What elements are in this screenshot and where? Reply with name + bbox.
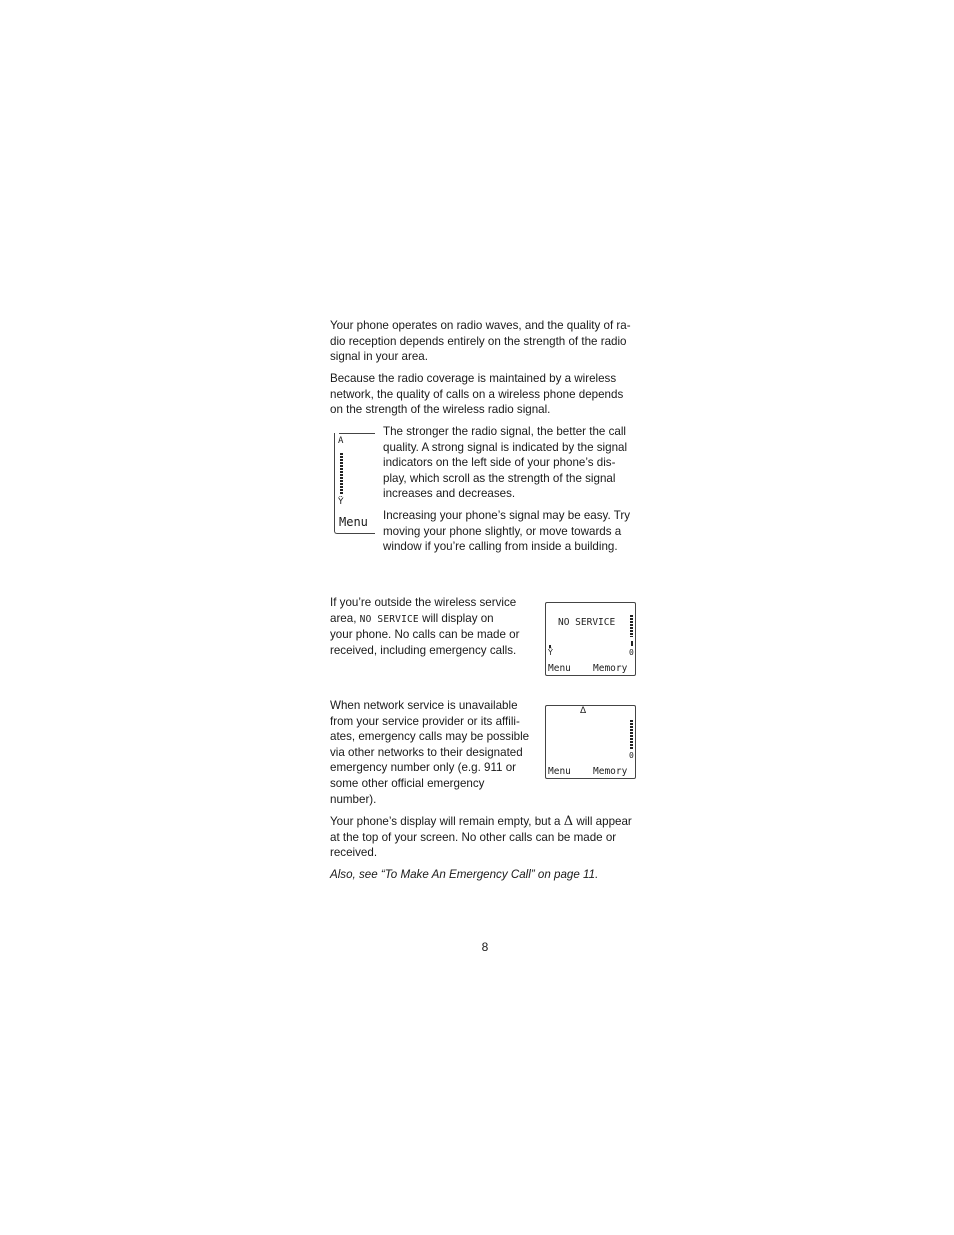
memory-softkey-label: Memory xyxy=(593,663,628,674)
text-fragment: will display on xyxy=(418,611,494,625)
signal-bars-icon xyxy=(340,453,343,495)
text-line: When network service is unavailable xyxy=(330,699,518,712)
text-line: signal in your area. xyxy=(330,350,428,364)
emergency-display xyxy=(545,705,636,779)
text-line: on the strength of the wireless radio signal. xyxy=(330,403,551,417)
text-line xyxy=(330,611,535,628)
text-line: The stronger the radio signal, the better the call xyxy=(383,425,626,438)
text-line: at the top of your screen. No other calls can be made or xyxy=(330,830,617,844)
text-line: from your service provider or its affili- xyxy=(330,714,520,728)
text-line: Your phone operates on radio waves, and the quality of ra- xyxy=(330,319,631,332)
text-line: some other official emergency xyxy=(330,776,485,790)
text-line: received. xyxy=(330,846,378,860)
paragraph-network-unavailable xyxy=(330,698,540,807)
text-line xyxy=(330,814,638,830)
paragraph-radio-waves xyxy=(330,318,638,365)
delta-symbol: Δ xyxy=(563,814,574,829)
no-service-display xyxy=(545,602,636,676)
display-top-char: A xyxy=(338,436,344,446)
text-fragment: will appear xyxy=(573,815,632,828)
text-line: emergency number only (e.g. 911 or xyxy=(330,761,517,775)
text-line: Because the radio coverage is maintained by a wireless xyxy=(330,372,617,385)
battery-bar-icon xyxy=(631,641,633,646)
display-top-rule xyxy=(339,433,375,434)
paragraph-increase-signal xyxy=(383,508,643,555)
paragraph-radio-coverage xyxy=(330,371,638,418)
text-line: network, the quality of calls on a wireless phone depends xyxy=(330,387,624,401)
paragraph-display-empty xyxy=(330,814,638,861)
text-line: increases and decreases. xyxy=(383,487,516,501)
text-line: via other networks to their designated xyxy=(330,745,523,759)
delta-icon: Δ xyxy=(580,706,587,716)
memory-softkey-label: Memory xyxy=(593,766,628,777)
menu-softkey-label: Menu xyxy=(548,663,571,674)
text-line: play, which scroll as the strength of the signal xyxy=(383,471,616,485)
menu-softkey-label: Menu xyxy=(339,515,368,529)
page-number: 8 xyxy=(481,940,489,954)
text-line: Increasing your phone’s signal may be easy. Try xyxy=(383,509,631,522)
menu-softkey-label: Menu xyxy=(548,766,571,777)
signal-bars-icon xyxy=(630,720,633,750)
no-service-inline-code: NO SERVICE xyxy=(359,613,419,625)
antenna-icon: Ÿ xyxy=(548,648,553,657)
text-line: dio reception depends entirely on the strength of the radio xyxy=(330,334,627,348)
text-fragment: area, xyxy=(330,611,360,625)
text-line: received, including emergency calls. xyxy=(330,643,517,657)
text-line: quality. A strong signal is indicated by the signal xyxy=(383,440,628,454)
signal-bars-icon xyxy=(630,615,633,637)
text-fragment: Your phone’s display will remain empty, but a xyxy=(330,815,564,828)
text-line: number). xyxy=(330,792,377,806)
paragraph-stronger-signal xyxy=(383,424,643,502)
battery-label: 0 xyxy=(629,648,634,657)
text-line: window if you’re calling from inside a building. xyxy=(383,540,618,554)
text-line: If you’re outside the wireless service xyxy=(330,596,517,609)
text-line: indicators on the left side of your phone’s dis- xyxy=(383,456,616,470)
antenna-icon: Ÿ xyxy=(338,497,344,507)
text-line: your phone. No calls can be made or xyxy=(330,628,520,642)
emergency-call-reference: Also, see “To Make An Emergency Call” on page 11. xyxy=(330,868,599,881)
text-line: moving your phone slightly, or move towards a xyxy=(383,524,622,538)
signal-indicator-display xyxy=(334,433,375,534)
paragraph-no-service xyxy=(330,595,535,658)
text-line: ates, emergency calls may be possible xyxy=(330,730,530,744)
status-text: NO SERVICE xyxy=(558,617,616,628)
battery-label: 0 xyxy=(629,751,634,760)
